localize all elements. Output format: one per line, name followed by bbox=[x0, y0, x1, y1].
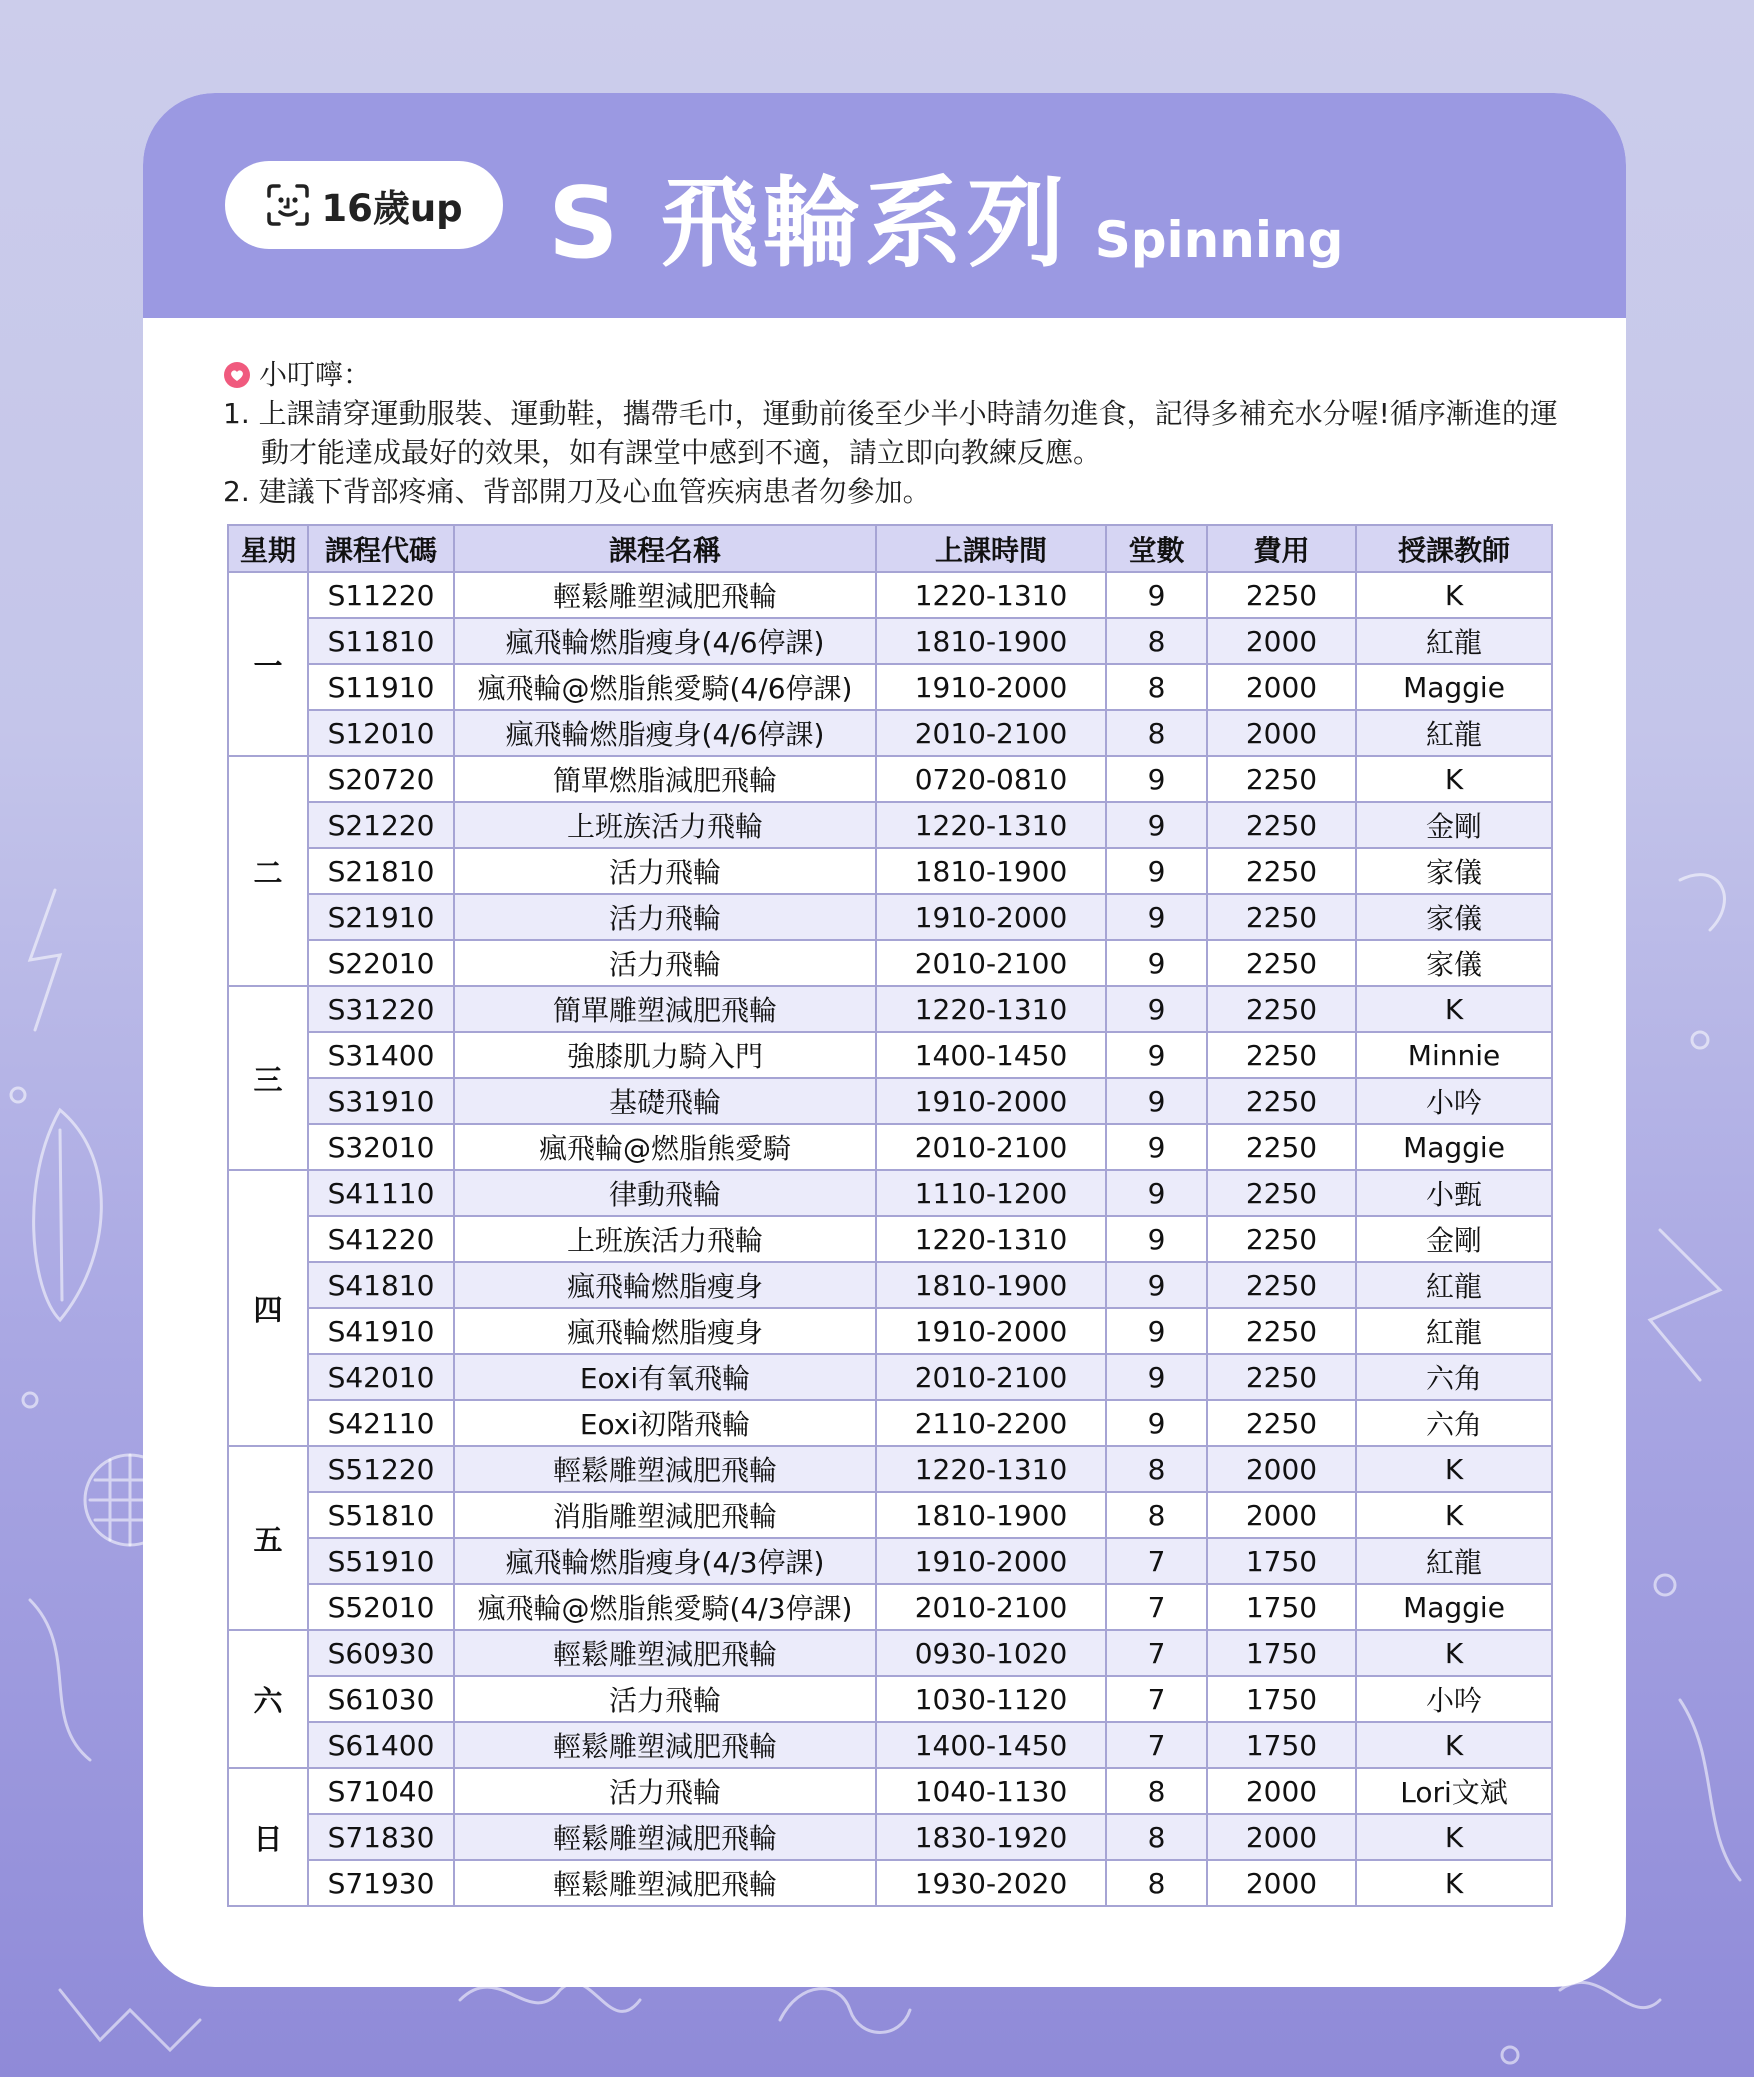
fee-cell: 2250 bbox=[1207, 1078, 1356, 1124]
class-time-cell: 1910-2000 bbox=[876, 1308, 1106, 1354]
weekday-cell: 二 bbox=[228, 756, 308, 986]
course-code-cell: S11220 bbox=[308, 572, 454, 618]
class-time-cell: 1040-1130 bbox=[876, 1768, 1106, 1814]
sessions-cell: 9 bbox=[1106, 1032, 1207, 1078]
sessions-cell: 9 bbox=[1106, 572, 1207, 618]
fee-cell: 2250 bbox=[1207, 1262, 1356, 1308]
course-name-cell: 上班族活力飛輪 bbox=[454, 1216, 876, 1262]
fee-cell: 1750 bbox=[1207, 1584, 1356, 1630]
sessions-cell: 9 bbox=[1106, 756, 1207, 802]
weekday-cell: 六 bbox=[228, 1630, 308, 1768]
table-row bbox=[228, 1262, 1552, 1308]
course-code-cell: S51910 bbox=[308, 1538, 454, 1584]
weekday-cell: 四 bbox=[228, 1170, 308, 1446]
class-time-cell: 1810-1900 bbox=[876, 1492, 1106, 1538]
course-code-cell: S41910 bbox=[308, 1308, 454, 1354]
class-time-cell: 1810-1900 bbox=[876, 848, 1106, 894]
sessions-cell: 8 bbox=[1106, 1814, 1207, 1860]
course-name-cell: 上班族活力飛輪 bbox=[454, 802, 876, 848]
class-time-cell: 2010-2100 bbox=[876, 1124, 1106, 1170]
class-time-cell: 1220-1310 bbox=[876, 572, 1106, 618]
table-row bbox=[228, 894, 1552, 940]
instructor-cell: Maggie bbox=[1356, 1584, 1552, 1630]
sessions-cell: 7 bbox=[1106, 1538, 1207, 1584]
fee-cell: 1750 bbox=[1207, 1630, 1356, 1676]
course-code-cell: S11810 bbox=[308, 618, 454, 664]
note-item-2: 2. 建議下背部疼痛、背部開刀及心血管疾病患者勿參加。 bbox=[223, 475, 931, 508]
table-row bbox=[228, 1308, 1552, 1354]
class-time-cell: 2110-2200 bbox=[876, 1400, 1106, 1446]
table-row bbox=[228, 1584, 1552, 1630]
course-code-cell: S52010 bbox=[308, 1584, 454, 1630]
course-name-cell: 律動飛輪 bbox=[454, 1170, 876, 1216]
weekday-cell: 日 bbox=[228, 1768, 308, 1906]
instructor-cell: 家儀 bbox=[1356, 848, 1552, 894]
sessions-cell: 8 bbox=[1106, 1768, 1207, 1814]
course-name-cell: 輕鬆雕塑減肥飛輪 bbox=[454, 572, 876, 618]
course-code-cell: S11910 bbox=[308, 664, 454, 710]
fee-cell: 2250 bbox=[1207, 894, 1356, 940]
header-course-code: 課程代碼 bbox=[308, 525, 454, 572]
course-code-cell: S71930 bbox=[308, 1860, 454, 1906]
class-time-cell: 0720-0810 bbox=[876, 756, 1106, 802]
header-course-name: 課程名稱 bbox=[454, 525, 876, 572]
course-code-cell: S31400 bbox=[308, 1032, 454, 1078]
course-code-cell: S61400 bbox=[308, 1722, 454, 1768]
sessions-cell: 8 bbox=[1106, 664, 1207, 710]
course-code-cell: S41110 bbox=[308, 1170, 454, 1216]
table-row bbox=[228, 1400, 1552, 1446]
course-code-cell: S41220 bbox=[308, 1216, 454, 1262]
doodle-lightning-left bbox=[30, 890, 60, 1030]
fee-cell: 2250 bbox=[1207, 756, 1356, 802]
header-weekday: 星期 bbox=[228, 525, 308, 572]
instructor-cell: K bbox=[1356, 1814, 1552, 1860]
sessions-cell: 9 bbox=[1106, 802, 1207, 848]
class-time-cell: 1220-1310 bbox=[876, 1216, 1106, 1262]
class-time-cell: 1830-1920 bbox=[876, 1814, 1106, 1860]
course-name-cell: 瘋飛輪燃脂瘦身 bbox=[454, 1308, 876, 1354]
fee-cell: 2000 bbox=[1207, 1814, 1356, 1860]
course-name-cell: 輕鬆雕塑減肥飛輪 bbox=[454, 1446, 876, 1492]
course-name-cell: 瘋飛輪@燃脂熊愛騎(4/3停課) bbox=[454, 1584, 876, 1630]
sessions-cell: 9 bbox=[1106, 1078, 1207, 1124]
course-name-cell: 消脂雕塑減肥飛輪 bbox=[454, 1492, 876, 1538]
table-row bbox=[228, 756, 1552, 802]
course-name-cell: 輕鬆雕塑減肥飛輪 bbox=[454, 1722, 876, 1768]
sessions-cell: 8 bbox=[1106, 710, 1207, 756]
class-time-cell: 1220-1310 bbox=[876, 986, 1106, 1032]
sessions-cell: 9 bbox=[1106, 1262, 1207, 1308]
course-name-cell: Eoxi有氧飛輪 bbox=[454, 1354, 876, 1400]
fee-cell: 2000 bbox=[1207, 664, 1356, 710]
table-row bbox=[228, 618, 1552, 664]
age-badge bbox=[225, 161, 503, 249]
course-name-cell: 輕鬆雕塑減肥飛輪 bbox=[454, 1814, 876, 1860]
sessions-cell: 9 bbox=[1106, 1170, 1207, 1216]
course-name-cell: 瘋飛輪@燃脂熊愛騎(4/6停課) bbox=[454, 664, 876, 710]
instructor-cell: 紅龍 bbox=[1356, 1308, 1552, 1354]
instructor-cell: 紅龍 bbox=[1356, 618, 1552, 664]
table-row bbox=[228, 1676, 1552, 1722]
sessions-cell: 9 bbox=[1106, 894, 1207, 940]
course-name-cell: 輕鬆雕塑減肥飛輪 bbox=[454, 1860, 876, 1906]
class-time-cell: 1400-1450 bbox=[876, 1032, 1106, 1078]
instructor-cell: 六角 bbox=[1356, 1354, 1552, 1400]
doodle-zigzag-right bbox=[1650, 1230, 1720, 1380]
course-name-cell: 簡單雕塑減肥飛輪 bbox=[454, 986, 876, 1032]
table-row bbox=[228, 940, 1552, 986]
course-code-cell: S22010 bbox=[308, 940, 454, 986]
course-name-cell: 瘋飛輪燃脂瘦身 bbox=[454, 1262, 876, 1308]
table-row bbox=[228, 1032, 1552, 1078]
table-row bbox=[228, 1446, 1552, 1492]
course-name-cell: 瘋飛輪燃脂瘦身(4/6停課) bbox=[454, 618, 876, 664]
schedule-body bbox=[228, 572, 1552, 1906]
fee-cell: 2250 bbox=[1207, 986, 1356, 1032]
course-code-cell: S51810 bbox=[308, 1492, 454, 1538]
course-name-cell: 活力飛輪 bbox=[454, 1768, 876, 1814]
instructor-cell: Maggie bbox=[1356, 664, 1552, 710]
notes-section bbox=[223, 355, 1563, 511]
header-sessions: 堂數 bbox=[1106, 525, 1207, 572]
course-code-cell: S21810 bbox=[308, 848, 454, 894]
notes-heading: 小叮嚀： bbox=[259, 358, 372, 391]
instructor-cell: K bbox=[1356, 1860, 1552, 1906]
table-row bbox=[228, 710, 1552, 756]
class-time-cell: 1930-2020 bbox=[876, 1860, 1106, 1906]
fee-cell: 2250 bbox=[1207, 1308, 1356, 1354]
table-row bbox=[228, 1170, 1552, 1216]
sessions-cell: 9 bbox=[1106, 1400, 1207, 1446]
fee-cell: 2250 bbox=[1207, 1400, 1356, 1446]
course-code-cell: S42010 bbox=[308, 1354, 454, 1400]
smiley-face-icon bbox=[265, 182, 311, 228]
class-time-cell: 1810-1900 bbox=[876, 618, 1106, 664]
doodle-leaf-left bbox=[34, 1110, 102, 1320]
table-row bbox=[228, 1124, 1552, 1170]
instructor-cell: 小甄 bbox=[1356, 1170, 1552, 1216]
course-name-cell: 瘋飛輪燃脂瘦身(4/3停課) bbox=[454, 1538, 876, 1584]
class-time-cell: 1910-2000 bbox=[876, 1078, 1106, 1124]
page-title-group bbox=[548, 145, 1344, 281]
fee-cell: 1750 bbox=[1207, 1676, 1356, 1722]
sessions-cell: 8 bbox=[1106, 1446, 1207, 1492]
instructor-cell: Minnie bbox=[1356, 1032, 1552, 1078]
fee-cell: 2250 bbox=[1207, 1124, 1356, 1170]
table-row bbox=[228, 1538, 1552, 1584]
schedule-card bbox=[143, 93, 1626, 1987]
table-row bbox=[228, 986, 1552, 1032]
weekday-cell: 三 bbox=[228, 986, 308, 1170]
course-name-cell: 簡單燃脂減肥飛輪 bbox=[454, 756, 876, 802]
course-code-cell: S20720 bbox=[308, 756, 454, 802]
instructor-cell: 紅龍 bbox=[1356, 1262, 1552, 1308]
course-code-cell: S61030 bbox=[308, 1676, 454, 1722]
instructor-cell: Maggie bbox=[1356, 1124, 1552, 1170]
table-row bbox=[228, 1354, 1552, 1400]
instructor-cell: 紅龍 bbox=[1356, 710, 1552, 756]
sessions-cell: 9 bbox=[1106, 848, 1207, 894]
table-row bbox=[228, 1492, 1552, 1538]
course-code-cell: S12010 bbox=[308, 710, 454, 756]
class-time-cell: 2010-2100 bbox=[876, 710, 1106, 756]
sessions-cell: 9 bbox=[1106, 1124, 1207, 1170]
instructor-cell: 金剛 bbox=[1356, 1216, 1552, 1262]
instructor-cell: K bbox=[1356, 1722, 1552, 1768]
course-code-cell: S42110 bbox=[308, 1400, 454, 1446]
sessions-cell: 9 bbox=[1106, 1308, 1207, 1354]
table-row bbox=[228, 1860, 1552, 1906]
page-subtitle: Spinning bbox=[1094, 211, 1344, 269]
fee-cell: 2250 bbox=[1207, 802, 1356, 848]
sessions-cell: 7 bbox=[1106, 1630, 1207, 1676]
instructor-cell: 六角 bbox=[1356, 1400, 1552, 1446]
course-code-cell: S71830 bbox=[308, 1814, 454, 1860]
instructor-cell: 小吟 bbox=[1356, 1078, 1552, 1124]
sessions-cell: 9 bbox=[1106, 1354, 1207, 1400]
sessions-cell: 8 bbox=[1106, 618, 1207, 664]
course-name-cell: 瘋飛輪@燃脂熊愛騎 bbox=[454, 1124, 876, 1170]
header-class-time: 上課時間 bbox=[876, 525, 1106, 572]
fee-cell: 2000 bbox=[1207, 1492, 1356, 1538]
class-time-cell: 1910-2000 bbox=[876, 894, 1106, 940]
table-row bbox=[228, 1078, 1552, 1124]
fee-cell: 2250 bbox=[1207, 848, 1356, 894]
card-header bbox=[143, 93, 1626, 318]
instructor-cell: K bbox=[1356, 1492, 1552, 1538]
sessions-cell: 7 bbox=[1106, 1722, 1207, 1768]
sessions-cell: 9 bbox=[1106, 986, 1207, 1032]
instructor-cell: K bbox=[1356, 1630, 1552, 1676]
sessions-cell: 9 bbox=[1106, 1216, 1207, 1262]
course-name-cell: 基礎飛輪 bbox=[454, 1078, 876, 1124]
table-header-row bbox=[228, 525, 1552, 572]
fee-cell: 2250 bbox=[1207, 1216, 1356, 1262]
class-time-cell: 0930-1020 bbox=[876, 1630, 1106, 1676]
course-code-cell: S31910 bbox=[308, 1078, 454, 1124]
sessions-cell: 7 bbox=[1106, 1676, 1207, 1722]
age-badge-label: 16歲up bbox=[321, 187, 463, 230]
note-item-1: 1. 上課請穿運動服裝、運動鞋，攜帶毛巾，運動前後至少半小時請勿進食，記得多補充水分喔!循序漸進的運動才能達成最好的效果，如有課堂中感到不適，請立即向教練反應。 bbox=[223, 397, 1558, 469]
class-time-cell: 2010-2100 bbox=[876, 1354, 1106, 1400]
class-time-cell: 1910-2000 bbox=[876, 664, 1106, 710]
table-row bbox=[228, 1814, 1552, 1860]
table-row bbox=[228, 1630, 1552, 1676]
sessions-cell: 8 bbox=[1106, 1492, 1207, 1538]
course-name-cell: 瘋飛輪燃脂瘦身(4/6停課) bbox=[454, 710, 876, 756]
course-name-cell: 活力飛輪 bbox=[454, 894, 876, 940]
course-name-cell: 活力飛輪 bbox=[454, 1676, 876, 1722]
fee-cell: 2250 bbox=[1207, 940, 1356, 986]
table-row bbox=[228, 1768, 1552, 1814]
class-time-cell: 1910-2000 bbox=[876, 1538, 1106, 1584]
course-name-cell: 輕鬆雕塑減肥飛輪 bbox=[454, 1630, 876, 1676]
course-code-cell: S32010 bbox=[308, 1124, 454, 1170]
course-code-cell: S41810 bbox=[308, 1262, 454, 1308]
page-title: S 飛輪系列 bbox=[548, 167, 1069, 281]
fee-cell: 1750 bbox=[1207, 1722, 1356, 1768]
class-time-cell: 1220-1310 bbox=[876, 1446, 1106, 1492]
table-row bbox=[228, 664, 1552, 710]
course-code-cell: S21220 bbox=[308, 802, 454, 848]
course-name-cell: 活力飛輪 bbox=[454, 848, 876, 894]
class-time-cell: 1400-1450 bbox=[876, 1722, 1106, 1768]
header-instructor: 授課教師 bbox=[1356, 525, 1552, 572]
class-time-cell: 1810-1900 bbox=[876, 1262, 1106, 1308]
heart-icon bbox=[223, 361, 251, 389]
fee-cell: 2250 bbox=[1207, 1354, 1356, 1400]
class-time-cell: 2010-2100 bbox=[876, 940, 1106, 986]
instructor-cell: 紅龍 bbox=[1356, 1538, 1552, 1584]
table-row bbox=[228, 572, 1552, 618]
course-code-cell: S71040 bbox=[308, 1768, 454, 1814]
instructor-cell: K bbox=[1356, 756, 1552, 802]
fee-cell: 2000 bbox=[1207, 1860, 1356, 1906]
table-row bbox=[228, 1722, 1552, 1768]
course-name-cell: 強膝肌力騎入門 bbox=[454, 1032, 876, 1078]
notes-heading-row bbox=[223, 355, 1563, 394]
sessions-cell: 7 bbox=[1106, 1584, 1207, 1630]
header-fee: 費用 bbox=[1207, 525, 1356, 572]
fee-cell: 2250 bbox=[1207, 572, 1356, 618]
table-row bbox=[228, 802, 1552, 848]
instructor-cell: 小吟 bbox=[1356, 1676, 1552, 1722]
class-time-cell: 1110-1200 bbox=[876, 1170, 1106, 1216]
instructor-cell: K bbox=[1356, 1446, 1552, 1492]
instructor-cell: 家儀 bbox=[1356, 940, 1552, 986]
instructor-cell: K bbox=[1356, 572, 1552, 618]
fee-cell: 2000 bbox=[1207, 1768, 1356, 1814]
sessions-cell: 8 bbox=[1106, 1860, 1207, 1906]
instructor-cell: 家儀 bbox=[1356, 894, 1552, 940]
fee-cell: 2000 bbox=[1207, 618, 1356, 664]
course-code-cell: S60930 bbox=[308, 1630, 454, 1676]
fee-cell: 1750 bbox=[1207, 1538, 1356, 1584]
fee-cell: 2000 bbox=[1207, 1446, 1356, 1492]
fee-cell: 2250 bbox=[1207, 1032, 1356, 1078]
course-code-cell: S51220 bbox=[308, 1446, 454, 1492]
instructor-cell: K bbox=[1356, 986, 1552, 1032]
schedule-table bbox=[227, 524, 1553, 1907]
sessions-cell: 9 bbox=[1106, 940, 1207, 986]
course-code-cell: S31220 bbox=[308, 986, 454, 1032]
fee-cell: 2250 bbox=[1207, 1170, 1356, 1216]
course-code-cell: S21910 bbox=[308, 894, 454, 940]
fee-cell: 2000 bbox=[1207, 710, 1356, 756]
table-row bbox=[228, 848, 1552, 894]
course-name-cell: Eoxi初階飛輪 bbox=[454, 1400, 876, 1446]
instructor-cell: 金剛 bbox=[1356, 802, 1552, 848]
class-time-cell: 2010-2100 bbox=[876, 1584, 1106, 1630]
weekday-cell: 五 bbox=[228, 1446, 308, 1630]
class-time-cell: 1030-1120 bbox=[876, 1676, 1106, 1722]
course-name-cell: 活力飛輪 bbox=[454, 940, 876, 986]
weekday-cell: 一 bbox=[228, 572, 308, 756]
table-row bbox=[228, 1216, 1552, 1262]
class-time-cell: 1220-1310 bbox=[876, 802, 1106, 848]
instructor-cell: Lori文斌 bbox=[1356, 1768, 1552, 1814]
